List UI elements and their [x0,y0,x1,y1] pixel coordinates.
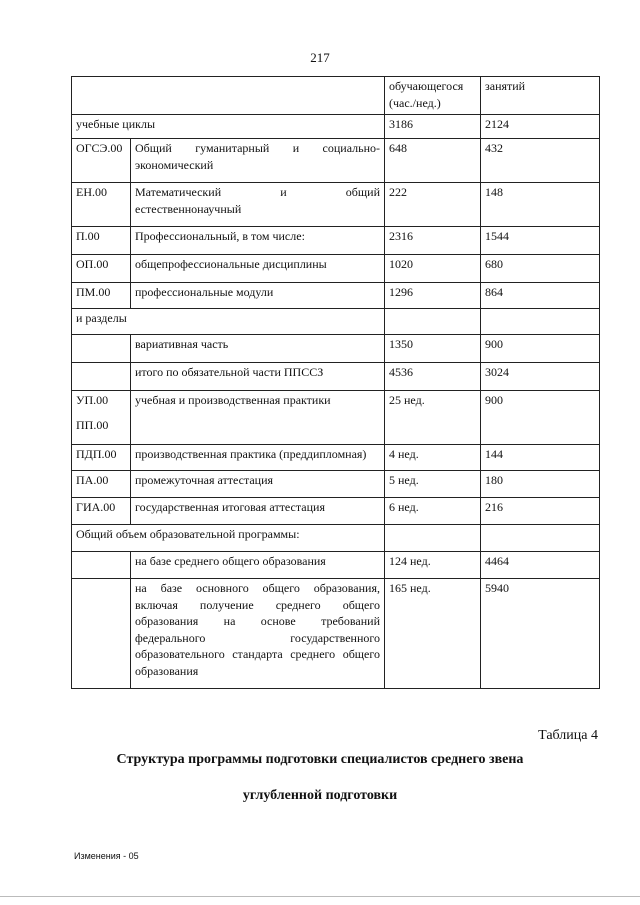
base-basic-v2: 5940 [481,579,600,689]
section-title-line2: углубленной подготовки [242,788,398,803]
table-row [72,445,600,471]
en-v2: 148 [481,183,600,227]
table-row [72,579,600,689]
p-code: П.00 [72,227,131,255]
pa-name: промежуточная аттестация [131,471,385,498]
ogse-name-line2: экономический [135,157,214,172]
op-name: общепрофессиональные дисциплины [131,255,385,283]
ogse-name [131,139,385,183]
ogse-code: ОГСЭ.00 [72,139,131,183]
sections-empty-2 [481,309,600,335]
header-hours-cell: обучающегося (час./нед.) [385,77,481,115]
p-v2: 1544 [481,227,600,255]
gia-v2: 216 [481,498,600,525]
table-row [72,227,600,255]
footer-note: Изменения - 05 [74,851,139,861]
sections-empty-1 [385,309,481,335]
pa-code: ПА.00 [72,471,131,498]
table-row [72,309,600,335]
variative-name: вариативная часть [131,335,385,363]
ogse-v2: 432 [481,139,600,183]
table-row [72,391,600,445]
pdp-v2: 144 [481,445,600,471]
up-code: УП.00 [76,393,109,407]
gia-v1: 6 нед. [385,498,481,525]
pdp-v1: 4 нед. [385,445,481,471]
mandatory-v1: 4536 [385,363,481,391]
p-v1: 2316 [385,227,481,255]
pp-code: ПП.00 [76,417,109,432]
header-empty-cell [72,77,385,115]
pdp-code: ПДП.00 [72,445,131,471]
table-row [72,335,600,363]
table-row [72,139,600,183]
table-row [72,525,600,552]
section-title [0,746,640,810]
pm-name: профессиональные модули [131,283,385,309]
page-number: 217 [310,50,330,65]
cycles-v2: 2124 [481,115,600,139]
mandatory-code [72,363,131,391]
ogse-v1: 648 [385,139,481,183]
variative-code [72,335,131,363]
mandatory-name: итого по обязательной части ППССЗ [131,363,385,391]
table-row [72,183,600,227]
mandatory-v2: 3024 [481,363,600,391]
gia-name: государственная итоговая аттестация [131,498,385,525]
en-name-line1: Математический и общий [135,185,380,199]
table-row [72,498,600,525]
table-row [72,471,600,498]
base-basic-name: на базе основного общего образования, включая получение среднего общего образования на основе требований федерального государственного образовательного стандарта среднего общего образования [131,579,385,689]
table-row [72,255,600,283]
base-secondary-v1: 124 нед. [385,552,481,579]
up-v1: 25 нед. [385,391,481,445]
sections-label: и разделы [72,309,385,335]
cycles-v1: 3186 [385,115,481,139]
en-v1: 222 [385,183,481,227]
op-v1: 1020 [385,255,481,283]
total-empty-2 [481,525,600,552]
en-name [131,183,385,227]
p-name: Профессиональный, в том числе: [131,227,385,255]
up-codes [72,391,131,445]
base-basic-v1: 165 нед. [385,579,481,689]
table-row [72,552,600,579]
variative-v1: 1350 [385,335,481,363]
base-secondary-v2: 4464 [481,552,600,579]
op-code: ОП.00 [72,255,131,283]
variative-v2: 900 [481,335,600,363]
table-caption: Таблица 4 [538,728,598,743]
table-row [72,363,600,391]
en-name-line2: естественнонаучный [135,201,242,216]
pa-v2: 180 [481,471,600,498]
pdp-name: производственная практика (преддипломная) [131,445,385,471]
pm-v2: 864 [481,283,600,309]
table-row [72,115,600,139]
table-header-row [72,77,600,115]
pm-code: ПМ.00 [72,283,131,309]
base-secondary-code [72,552,131,579]
program-structure-table [71,76,600,689]
op-v2: 680 [481,255,600,283]
pa-v1: 5 нед. [385,471,481,498]
en-code: ЕН.00 [72,183,131,227]
pm-v1: 1296 [385,283,481,309]
base-secondary-name: на базе среднего общего образования [131,552,385,579]
cycles-label: учебные циклы [72,115,385,139]
section-title-line1: Структура программы подготовки специалистов среднего звена [116,752,524,767]
up-v2: 900 [481,391,600,445]
gia-code: ГИА.00 [72,498,131,525]
page-bottom-edge [0,896,640,897]
header-classes-cell: занятий [481,77,600,115]
ogse-name-line1: Общий гуманитарный и социально- [135,141,380,155]
up-name: учебная и производственная практики [131,391,385,445]
total-empty-1 [385,525,481,552]
table-row [72,283,600,309]
base-basic-code [72,579,131,689]
total-label: Общий объем образовательной программы: [72,525,385,552]
